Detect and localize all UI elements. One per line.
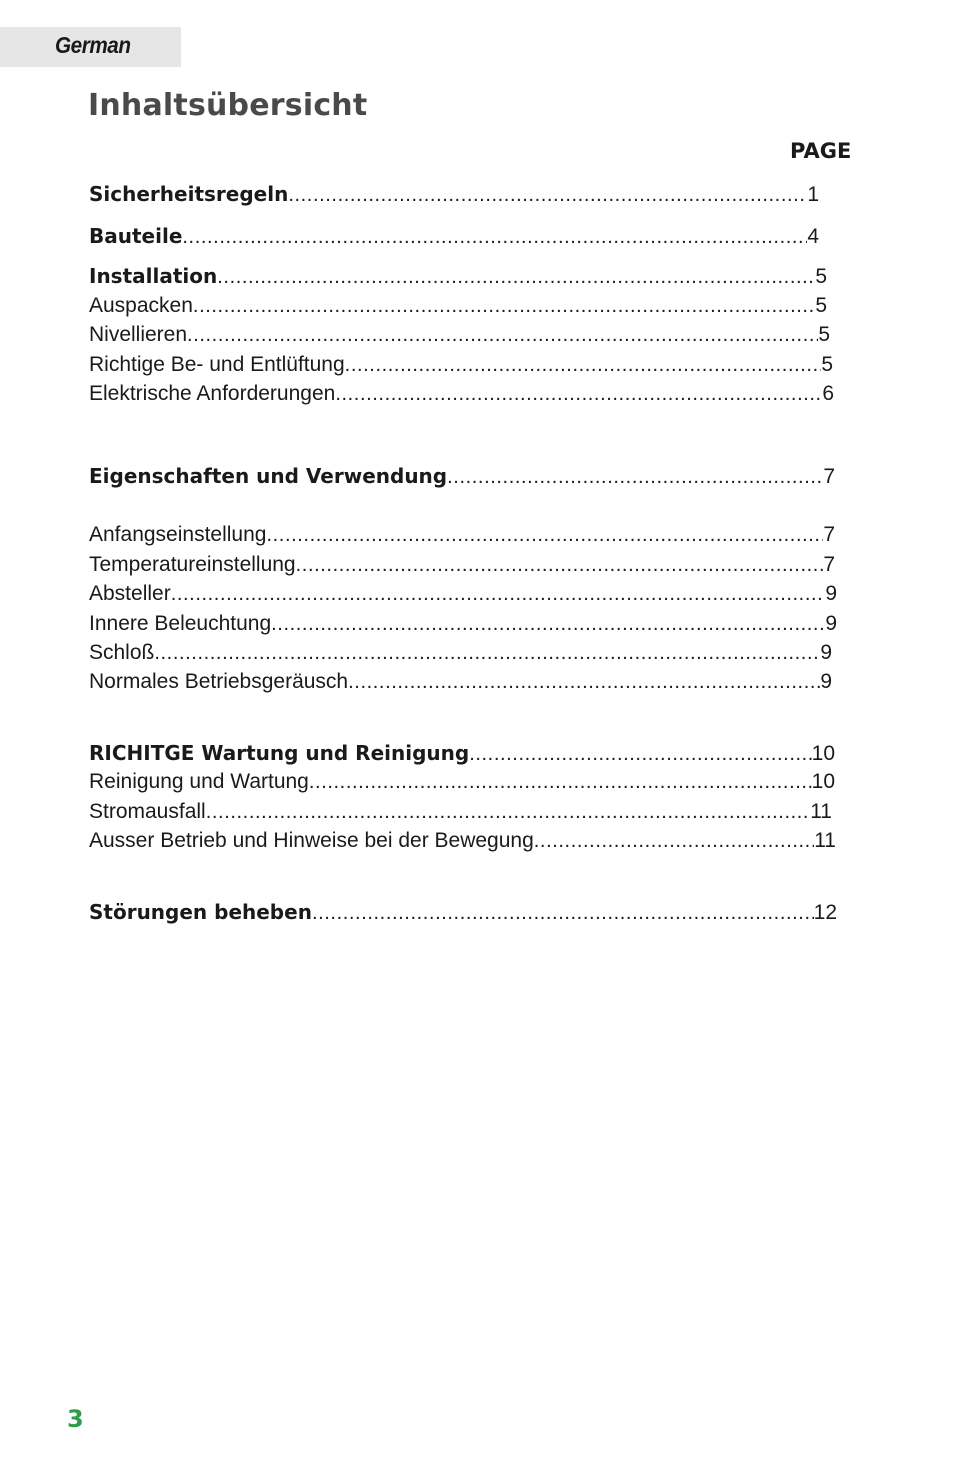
page-title: Inhaltsübersicht <box>88 88 368 123</box>
toc-entry-label: Nivellieren <box>89 323 188 346</box>
toc-entry-absteller[interactable] <box>89 580 837 608</box>
toc-entry-page: 5 <box>815 294 827 317</box>
toc-entry-label: Stromausfall <box>89 800 206 823</box>
toc-entry-page: 10 <box>811 770 835 793</box>
toc-entry-innere-beleuchtung[interactable] <box>89 610 837 638</box>
toc-entry-label: Normales Betriebsgeräusch <box>89 670 349 693</box>
toc-entry-label: Innere Beleuchtung <box>89 612 272 635</box>
toc-entry-auspacken[interactable] <box>89 292 827 320</box>
toc-entry-page: 5 <box>815 265 827 288</box>
toc-entry-label: Reinigung und Wartung <box>89 770 309 793</box>
toc-entry-page: 9 <box>825 612 837 635</box>
page-column-header: PAGE <box>790 139 852 163</box>
toc-entry-richitge-wartung[interactable] <box>89 739 835 767</box>
toc-entry-label: Installation <box>89 264 218 288</box>
toc-leader-dots <box>206 798 810 826</box>
toc-leader-dots <box>312 899 814 926</box>
toc-leader-dots <box>348 668 820 696</box>
toc-entry-label: Störungen beheben <box>89 900 312 924</box>
toc-entry-page: 10 <box>811 742 835 765</box>
toc-entry-stromausfall[interactable] <box>89 798 832 826</box>
toc-leader-dots <box>171 580 826 608</box>
toc-entry-eigenschaften-und-verwendung[interactable] <box>89 462 835 490</box>
toc-leader-dots <box>217 263 815 290</box>
toc-entry-page: 6 <box>822 382 834 405</box>
toc-leader-dots <box>469 740 811 767</box>
toc-entry-page: 9 <box>825 582 837 605</box>
toc-leader-dots <box>309 768 812 796</box>
toc-leader-dots <box>288 181 807 208</box>
toc-entry-label: Richtige Be- und Entlüftung <box>89 353 345 376</box>
toc-entry-label: RICHITGE Wartung und Reinigung <box>89 741 470 765</box>
toc-leader-dots <box>271 610 825 638</box>
toc-entry-page: 7 <box>823 523 835 546</box>
toc-entry-normales-betriebsgeraeusch[interactable] <box>89 668 832 696</box>
toc-entry-label: Absteller <box>89 582 171 605</box>
toc-entry-page: 4 <box>807 225 819 248</box>
toc-entry-be-und-entlueftung[interactable] <box>89 351 833 379</box>
toc-entry-label: Eigenschaften und Verwendung <box>89 464 448 488</box>
language-tab <box>0 27 181 67</box>
toc-leader-dots <box>266 521 823 549</box>
toc-entry-page: 12 <box>813 901 837 924</box>
toc-entry-page: 7 <box>823 553 835 576</box>
toc-entry-label: Ausser Betrieb und Hinweise bei der Bewegung <box>89 829 534 852</box>
toc-leader-dots <box>335 380 822 408</box>
toc-entry-reinigung-und-wartung[interactable] <box>89 768 835 796</box>
toc-leader-dots <box>193 292 815 320</box>
toc-entry-stoerungen-beheben[interactable] <box>89 898 837 926</box>
toc-entry-ausser-betrieb[interactable] <box>89 827 836 855</box>
toc-entry-page: 9 <box>820 670 832 693</box>
page-number: 3 <box>67 1405 84 1433</box>
toc-entry-page: 7 <box>823 465 835 488</box>
toc-leader-dots <box>154 639 820 667</box>
toc-entry-anfangseinstellung[interactable] <box>89 521 835 549</box>
toc-entry-nivellieren[interactable] <box>89 321 830 349</box>
toc-leader-dots <box>534 827 814 855</box>
toc-entry-label: Auspacken <box>89 294 193 317</box>
toc-entry-label: Elektrische Anforderungen <box>89 382 336 405</box>
toc-entry-page: 9 <box>820 641 832 664</box>
toc-leader-dots <box>187 321 818 349</box>
toc-entry-page: 11 <box>814 829 836 852</box>
toc-entry-label: Temperatureinstellung <box>89 553 296 576</box>
toc-entry-sicherheitsregeln[interactable] <box>89 180 819 208</box>
toc-entry-installation[interactable] <box>89 262 827 290</box>
toc-entry-schloss[interactable] <box>89 639 832 667</box>
toc-entry-bauteile[interactable] <box>89 222 819 250</box>
toc-entry-label: Schloß <box>89 641 155 664</box>
toc-leader-dots <box>296 551 824 579</box>
language-label: German <box>55 32 131 58</box>
toc-entry-page: 5 <box>818 323 830 346</box>
toc-entry-temperatureinstellung[interactable] <box>89 551 835 579</box>
toc-entry-label: Anfangseinstellung <box>89 523 267 546</box>
toc-entry-label: Sicherheitsregeln <box>89 182 289 206</box>
toc-leader-dots <box>345 351 822 379</box>
toc-entry-label: Bauteile <box>89 224 183 248</box>
toc-entry-page: 11 <box>810 800 832 823</box>
toc-entry-elektrische-anforderungen[interactable] <box>89 380 834 408</box>
toc-entry-page: 5 <box>821 353 833 376</box>
toc-entry-page: 1 <box>807 183 819 206</box>
toc-leader-dots <box>182 223 807 250</box>
toc-leader-dots <box>447 463 823 490</box>
